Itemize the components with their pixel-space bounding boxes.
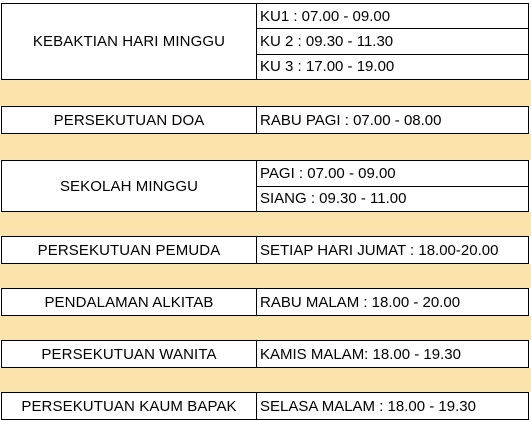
activity-name: PERSEKUTUAN PEMUDA bbox=[2, 237, 257, 263]
time-slot: SETIAP HARI JUMAT : 18.00-20.00 bbox=[260, 241, 499, 259]
time-list bbox=[257, 107, 528, 133]
separator-band bbox=[0, 368, 531, 392]
schedule-row-pemuda bbox=[1, 236, 529, 264]
time-list bbox=[257, 4, 528, 79]
activity-name: PERSEKUTUAN KAUM BAPAK bbox=[2, 393, 257, 419]
time-list bbox=[257, 237, 528, 263]
activity-name: SEKOLAH MINGGU bbox=[2, 161, 257, 211]
time-slot: KAMIS MALAM: 18.00 - 19.30 bbox=[260, 345, 461, 363]
time-slot: RABU MALAM : 18.00 - 20.00 bbox=[260, 293, 461, 311]
separator-band bbox=[0, 80, 531, 106]
separator-band bbox=[0, 212, 531, 236]
separator-band bbox=[0, 316, 531, 340]
time-list bbox=[257, 161, 528, 211]
activity-name: PERSEKUTUAN DOA bbox=[2, 107, 257, 133]
schedule-row-kebaktian bbox=[1, 3, 529, 80]
separator-band bbox=[0, 264, 531, 288]
time-slot: KU 3 : 17.00 - 19.00 bbox=[260, 58, 395, 76]
schedule-row-sekolah-minggu bbox=[1, 160, 529, 212]
time-slot: SELASA MALAM : 18.00 - 19.30 bbox=[260, 397, 476, 415]
time-list bbox=[257, 393, 528, 419]
schedule-row-alkitab bbox=[1, 288, 529, 316]
activity-name: KEBAKTIAN HARI MINGGU bbox=[2, 4, 257, 79]
time-slot: KU1 : 07.00 - 09.00 bbox=[257, 4, 528, 29]
activity-name: PERSEKUTUAN WANITA bbox=[2, 341, 257, 367]
time-list bbox=[257, 341, 528, 367]
activity-name: PENDALAMAN ALKITAB bbox=[2, 289, 257, 315]
schedule-row-kaum-bapak bbox=[1, 392, 529, 420]
time-slot: KU 2 : 09.30 - 11.30 bbox=[257, 29, 528, 54]
time-slot: RABU PAGI : 07.00 - 08.00 bbox=[260, 111, 442, 129]
separator-band bbox=[0, 134, 531, 160]
schedule-row-doa bbox=[1, 106, 529, 134]
schedule-row-wanita bbox=[1, 340, 529, 368]
time-list bbox=[257, 289, 528, 315]
time-slot: PAGI : 07.00 - 09.00 bbox=[257, 161, 528, 187]
time-slot: SIANG : 09.30 - 11.00 bbox=[260, 190, 407, 208]
